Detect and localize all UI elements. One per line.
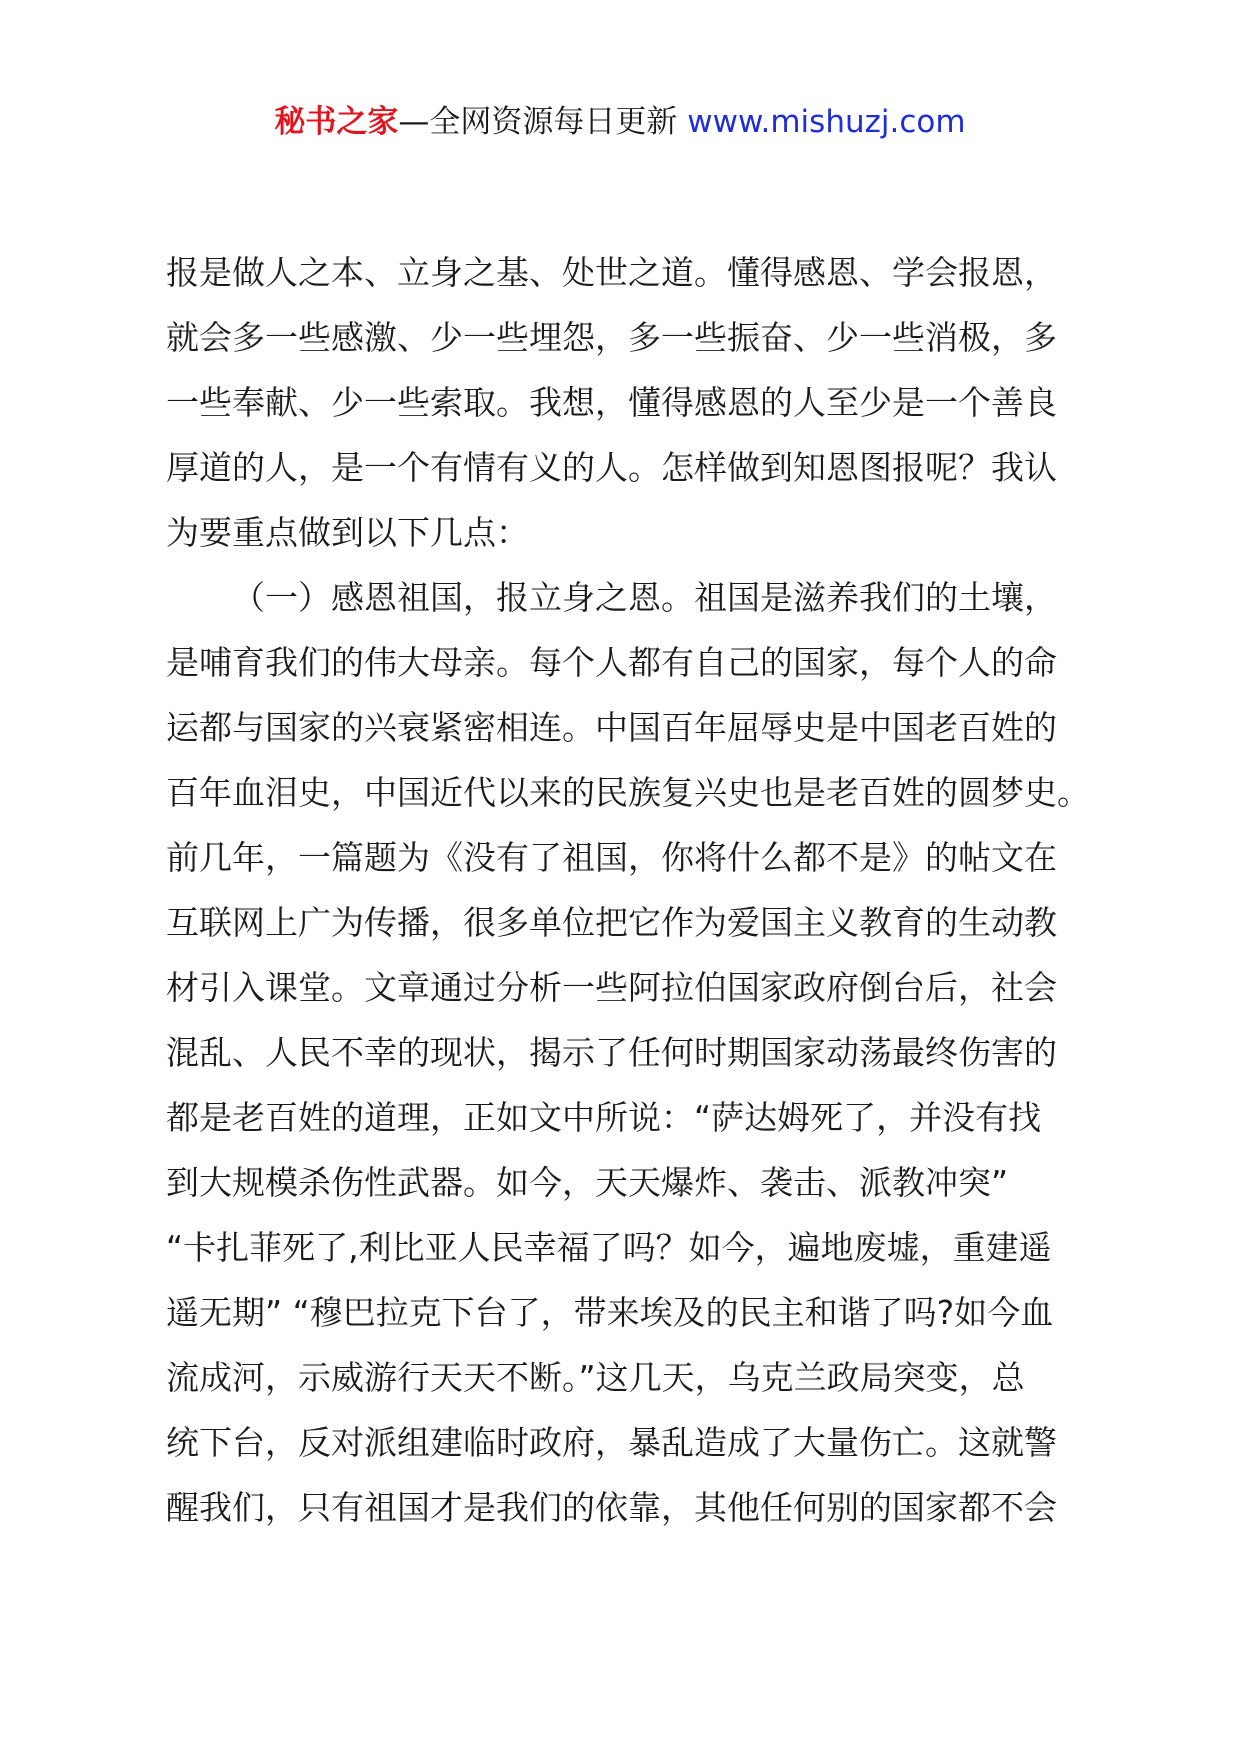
text-line: 就会多一些感激、少一些埋怨，多一些振奋、少一些消极，多 xyxy=(166,318,1057,357)
text-line: 百年血泪史，中国近代以来的民族复兴史也是老百姓的圆梦史。 xyxy=(166,773,1090,812)
site-tagline: —全网资源每日更新 xyxy=(398,104,678,140)
paragraph-start-line: （一）感恩祖国，报立身之恩。祖国是滋养我们的土壤， xyxy=(232,578,1057,617)
site-brand: 秘书之家 xyxy=(274,104,399,140)
document-body xyxy=(166,240,1096,1540)
text-line: 厚道的人，是一个有情有义的人。怎样做到知恩图报呢？我认 xyxy=(166,448,1057,487)
text-line: 醒我们，只有祖国才是我们的依靠，其他任何别的国家都不会 xyxy=(166,1488,1057,1527)
text-line: 互联网上广为传播，很多单位把它作为爱国主义教育的生动教 xyxy=(166,903,1057,942)
text-line: 都是老百姓的道理，正如文中所说：“萨达姆死了，并没有找 xyxy=(166,1098,1042,1137)
text-line: 材引入课堂。文章通过分析一些阿拉伯国家政府倒台后，社会 xyxy=(166,968,1057,1007)
text-line: 流成河，示威游行天天不断。”这几天，乌克兰政局突变，总 xyxy=(166,1358,1025,1397)
site-header xyxy=(0,100,1240,144)
text-line: 运都与国家的兴衰紧密相连。中国百年屈辱史是中国老百姓的 xyxy=(166,708,1057,747)
site-url-link[interactable]: www.mishuzj.com xyxy=(687,104,966,140)
text-line: 前几年，一篇题为《没有了祖国，你将什么都不是》的帖文在 xyxy=(166,838,1057,877)
text-line: 是哺育我们的伟大母亲。每个人都有自己的国家，每个人的命 xyxy=(166,643,1057,682)
text-line: 到大规模杀伤性武器。如今，天天爆炸、袭击、派教冲突” xyxy=(166,1163,1009,1202)
text-line: 统下台，反对派组建临时政府，暴乱造成了大量伤亡。这就警 xyxy=(166,1423,1057,1462)
text-line: “卡扎菲死了,利比亚人民幸福了吗？如今，遍地废墟，重建遥 xyxy=(166,1228,1052,1267)
text-line: 一些奉献、少一些索取。我想，懂得感恩的人至少是一个善良 xyxy=(166,383,1057,422)
text-line: 为要重点做到以下几点： xyxy=(166,513,529,552)
text-line: 报是做人之本、立身之基、处世之道。懂得感恩、学会报恩， xyxy=(166,253,1057,292)
text-line: 遥无期” “穆巴拉克下台了，带来埃及的民主和谐了吗?如今血 xyxy=(166,1293,1054,1332)
text-line: 混乱、人民不幸的现状，揭示了任何时期国家动荡最终伤害的 xyxy=(166,1033,1057,1072)
